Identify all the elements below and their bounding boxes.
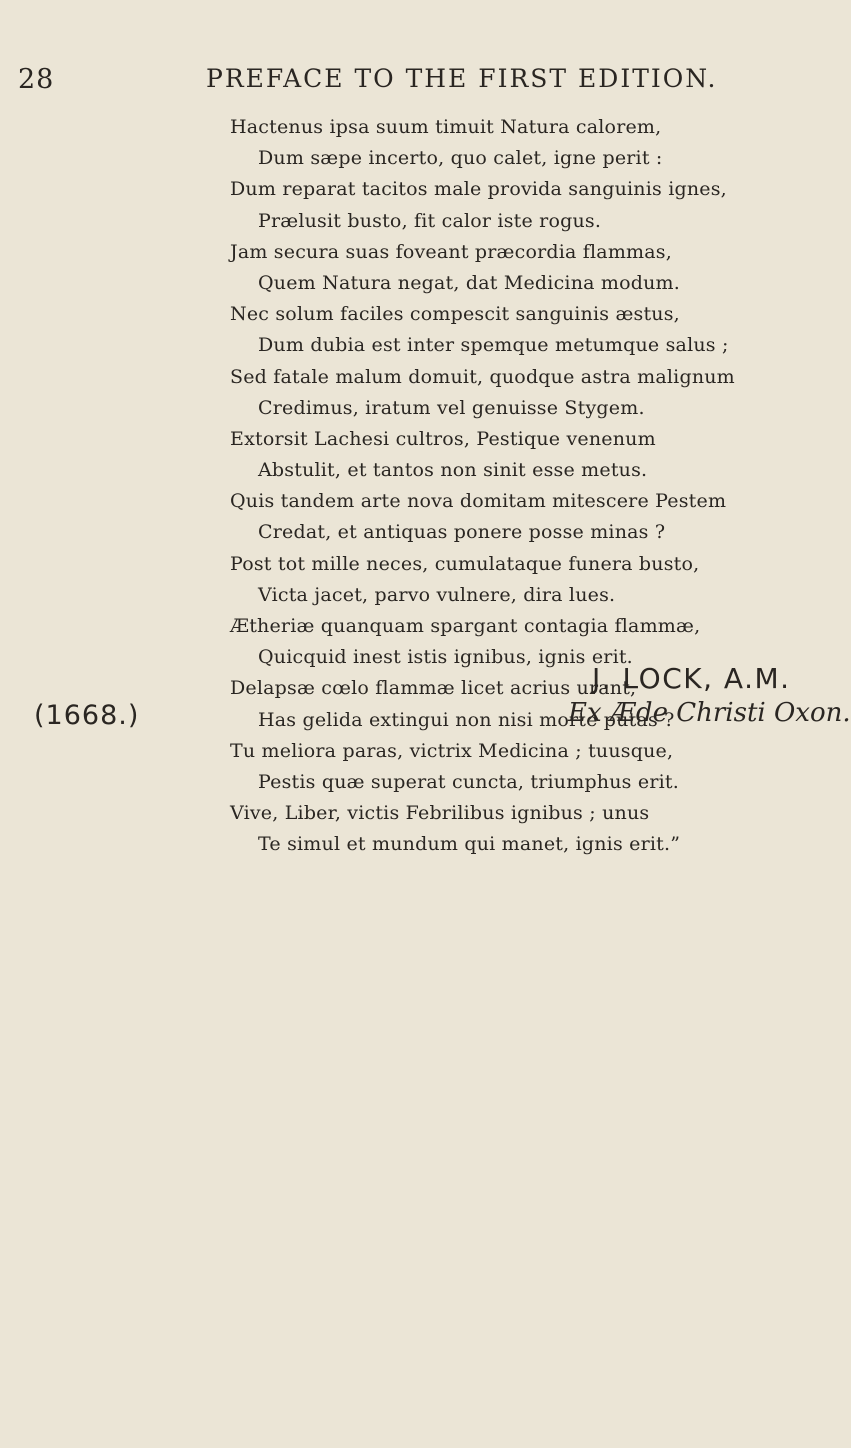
poem-line: Quem Natura negat, dat Medicina modum. xyxy=(258,271,681,294)
poem-line: Nec solum faciles compescit sanguinis æstus, xyxy=(230,303,680,326)
page-number: 28 xyxy=(18,64,55,95)
poem-line: Victa jacet, parvo vulnere, dira lues. xyxy=(258,583,616,606)
poem-line: Credimus, iratum vel genuisse Stygem. xyxy=(258,396,645,419)
poem-line: Hactenus ipsa suum timuit Natura calorem, xyxy=(230,116,662,138)
poem-line: Vive, Liber, victis Febrilibus ignibus ; unus xyxy=(230,802,650,825)
poem-line: Dum sæpe incerto, quo calet, igne perit : xyxy=(258,147,663,170)
poem xyxy=(230,112,790,861)
poem-line: Pestis quæ superat cuncta, triumphus erit. xyxy=(258,770,679,793)
poem-line: Prælusit busto, fit calor iste rogus. xyxy=(258,209,602,232)
poem-line: Te simul et mundum qui manet, ignis erit.” xyxy=(258,833,681,856)
poem-line: Sed fatale malum domuit, quodque astra malignum xyxy=(230,365,735,388)
poem-line: Extorsit Lachesi cultros, Pestique venenum xyxy=(230,427,656,450)
poem-line: Quis tandem arte nova domitam mitescere Pestem xyxy=(230,490,727,513)
poem-line: Dum dubia est inter spemque metumque salus ; xyxy=(258,334,729,357)
date-note: (1668.) xyxy=(34,700,140,731)
author-affiliation: Ex Æde Christi Oxon. xyxy=(568,698,851,728)
poem-line: Ætheriæ quanquam spargant contagia flammæ, xyxy=(230,615,701,637)
poem-line: Credat, et antiquas ponere posse minas ? xyxy=(258,521,666,544)
poem-line: Post tot mille neces, cumulataque funera busto, xyxy=(230,552,700,575)
running-head: PREFACE TO THE FIRST EDITION. xyxy=(206,64,718,93)
poem-line: Jam secura suas foveant præcordia flammas, xyxy=(230,240,672,263)
poem-line: Tu meliora paras, victrix Medicina ; tuusque, xyxy=(230,739,674,762)
poem-line: Quicquid inest istis ignibus, ignis erit. xyxy=(258,646,633,669)
author-signature: J. LOCK, A.M. xyxy=(592,662,791,695)
poem-line: Dum reparat tacitos male provida sanguinis ignes, xyxy=(230,178,727,201)
poem-line: Abstulit, et tantos non sinit esse metus. xyxy=(258,459,648,482)
poem-line: Has gelida extingui non nisi morte putas ? xyxy=(258,708,675,731)
poem-line: Delapsæ cœlo flammæ licet acrius urant, xyxy=(230,677,637,700)
